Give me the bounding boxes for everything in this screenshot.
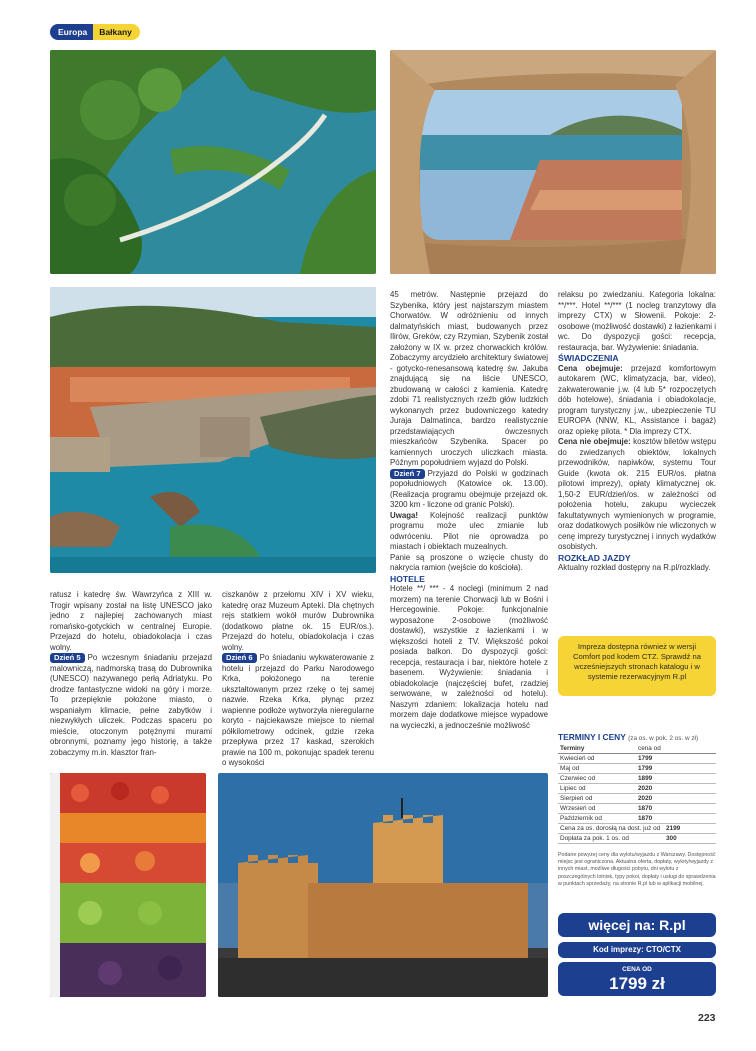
day7-badge: Dzień 7	[390, 469, 425, 479]
table-row	[558, 784, 716, 794]
term-cell: Wrzesień od	[560, 805, 596, 812]
extra-price-cell: 2199	[666, 825, 681, 832]
table-row	[558, 814, 716, 824]
col1-intro: ratusz i katedrę św. Wawrzyńca z XIII w. Trogir wpisany został na listę UNESCO jako jedno z najlepiej zachowanych miast romańsko-gotyckich w centralnej Europie. Przejazd do hotelu, obiadokolacja i czas wolny.	[50, 590, 212, 652]
table-row	[558, 804, 716, 814]
price-cell: 1799	[638, 765, 653, 772]
extra-label-cell: Dopłata za pok. 1 os. od	[560, 835, 629, 842]
uwaga-paragraph	[390, 511, 548, 553]
cena-nie-obejmuje-paragraph	[558, 437, 716, 553]
day5-text: Po wczesnym śniadaniu przejazd malowniczą, nadmorską trasą do Dubrownika (UNESCO) nazywanego perłą Adriatyku. Po drodze fantastyczne widoki na góry i morze. To przepięknie położone miasto, o wspaniałym klimacie, pełne zabytków i niezwykłych uliczek. Podczas spaceru po mieście, otoczonym potężnymi murami obronnymi, poznamy jego historię, a także zobaczymy m.in. klasztor fran-	[50, 653, 212, 757]
day7-text: Przyjazd do Polski w godzinach popołudniowych (Katowice ok. 13.00). (Realizacja programu obejmuje przejazd ok. 3200 km - liczone od granic Polski).	[390, 468, 548, 509]
price-from-badge	[558, 962, 716, 996]
col2-intro: ciszkanów z przełomu XIV i XV wieku, katedrę oraz Muzeum Apteki. Dla chętnych rejs statkiem wokół murów Dubrownika (dodatkowo płatne ok. 15 EUR/os.). Przejazd do hotelu, obiadokolacja i czas wolny.	[222, 590, 374, 652]
price-cell: 1899	[638, 775, 653, 782]
text-column-4	[558, 290, 716, 574]
trip-code-badge: Kod imprezy: CTO/CTX	[558, 942, 716, 958]
region-tags	[50, 24, 140, 40]
photo-fortress	[218, 773, 548, 997]
text-column-3	[390, 290, 548, 731]
term-cell: Sierpień od	[560, 795, 593, 802]
rozklad-text: Aktualny rozkład dostępny na R.pl/rozklady.	[558, 563, 711, 572]
price-from-value: 1799 zł	[609, 974, 665, 993]
photo-lakes	[50, 50, 376, 274]
rozklad-heading: ROZKŁAD JAZDY	[558, 552, 631, 563]
page-number: 223	[698, 1012, 716, 1024]
more-info-button[interactable]: więcej na: R.pl	[558, 913, 716, 937]
text-column-1	[50, 590, 212, 758]
text-column-2	[222, 590, 374, 769]
col4-paragraph-1: relaksu po zwiedzaniu. Kategoria lokalna: **/***. Hotel **/*** (1 nocleg tranzytowy dla imprezy CTX) w Słowenii. Pokoje: 2-osobowe (możliwość dostawki) z łazienkami i wc. Do dyspozycji gości: recepcja, restauracja, bar. Wyżywienie: śniadania.	[558, 290, 716, 352]
table-row-extra	[558, 834, 716, 844]
cena-nie-obejmuje-text: kosztów biletów wstępu do zwiedzanych obiektów, lokalnych przewodników, napiwków, systemu Tour Guide (kwota ok. 215 EUR/os. płatna pilotowi imprezy), opłaty klimatycznej ok. 1,50-2 EUR/dzień/os. w zależności od położenia hotelu, zakupu wycieczek fakultatywnych wymienionych w programie, oraz dodatkowych posiłków nie wliczonych w cenę imprezy turystycznej i innych wydatków osobistych.	[558, 437, 716, 551]
term-cell: Lipiec od	[560, 785, 586, 792]
price-table-header	[558, 744, 716, 754]
cena-obejmuje-label: Cena obejmuje:	[558, 363, 623, 373]
day5-paragraph	[50, 653, 212, 758]
price-cell: 1799	[638, 755, 653, 762]
price-fineprint: Podane powyżej ceny dla wylotu/wyjazdu z Warszawy. Dostępność miejsc jest ograniczona. Aktualna oferta, dopłaty, wyloty/wyjazdy z innych miast, możliwe długości pobytu, dni wylotu z poszczególnych lotnisk, typy pokoi, dopłaty i usługi do sprawdzenia w punktach sprzedaży, na stronie R.pl lub w aplikacji mobilnej.	[558, 852, 716, 887]
swiadczenia-heading: ŚWIADCZENIA	[558, 353, 619, 363]
scarf-note: Panie są proszone o wzięcie chusty do nakrycia ramion (wejście do kościoła).	[390, 552, 548, 572]
table-row-extra	[558, 824, 716, 834]
day6-paragraph	[222, 653, 374, 769]
term-cell: Maj od	[560, 765, 580, 772]
terms-subtitle: (za os. w pok. 2 os. w zł)	[628, 735, 699, 742]
photo-split-window	[390, 50, 716, 274]
cena-obejmuje-paragraph	[558, 364, 716, 438]
hotele-text: Hotele **/ *** - 4 noclegi (minimum 2 nad morzem) na terenie Chorwacji lub w Bośni i Hercegowinie. Pokoje: funkcjonalnie wyposażone 2-osobowe (możliwość dostawki), wszystkie z łazienkami i w większości hoteli z TV. Większość pokoi posiada balkon. Do dyspozycji gości: recepcja, restauracja i bar, niektóre hotele z basenem. Wyżywienie: śniadania i obiadokolacje (najczęściej bufet, rzadziej serwowane, w zależności od hotelu). Naszym zdaniem: lokalizacja hotelu nad morzem daje dodatkowe miejsce wypadowe na wycieczki, a jednocześnie możliwość	[390, 584, 548, 730]
col-header-price: cena od	[638, 745, 661, 752]
price-cell: 1870	[638, 815, 653, 822]
photo-dubrovnik	[50, 287, 376, 573]
cena-nie-obejmuje-label: Cena nie obejmuje:	[558, 437, 631, 446]
uwaga-label: Uwaga!	[390, 510, 419, 520]
day7-paragraph	[390, 469, 548, 511]
terms-title-text: TERMINY I CENY	[558, 732, 626, 742]
photo-fruit-market	[50, 773, 206, 997]
extra-label-cell: Cena za os. dorosłą na dost. już od	[560, 825, 661, 832]
table-row	[558, 754, 716, 764]
table-row	[558, 774, 716, 784]
continent-tag: Europa	[50, 24, 93, 40]
cena-obejmuje-text: przejazd komfortowym autokarem (WC, klimatyzacja, bar, video), zakwaterowanie j.w. (4 lub 5* rozpoczętych dób hotelowe), śniadania i obiadokolacje, program turystyczny j.w., ubezpieczenie TU EUROPA (NNW, KL, Assistance i bagaż) oraz opiekę pilota. * Dla imprezy CTX.	[558, 363, 716, 436]
term-cell: Kwiecień od	[560, 755, 595, 762]
price-cell: 2020	[638, 785, 653, 792]
comfort-promo-box: Impreza dostępna również w wersji Comfort pod kodem CTZ. Sprawdź na wcześniejszych stronach katalogu i w systemie rezerwacyjnym R.pl	[558, 636, 716, 696]
hotele-heading: HOTELE	[390, 573, 425, 584]
term-cell: Październik od	[560, 815, 602, 822]
terms-title	[558, 732, 698, 742]
day5-badge: Dzień 5	[50, 653, 85, 663]
col3-paragraph-1: 45 metrów. Następnie przejazd do Szybenika, który jest najstarszym miastem Chorwatów. W odróżnieniu od innych dalmatyńskich miast, budowanych przez Ilirów, Greków, czy Rzymian, Szybenik został założony w IX w. przez chorwackich królów. Zobaczymy arcydzieło architektury światowej - gotycko-renesansową katedrę św. Jakuba znajdującą się na liście UNESCO, zbudowaną w całości z kamienia. Katedrę zdobi 71 realistycznych rzeźb głów ludzkich wykonanych przez budowniczego katedry Juraja Dalmatinca, bardzo realistycznie przedstawiających ówczesnych mieszkańców Szybenika. Spacer po kamiennych uroczych uliczkach miasta. Późnym popołudniem wyjazd do Polski.	[390, 290, 548, 467]
table-row	[558, 794, 716, 804]
term-cell: Czerwiec od	[560, 775, 596, 782]
price-table	[558, 744, 716, 844]
region-tag: Bałkany	[93, 24, 140, 40]
extra-price-cell: 300	[666, 835, 677, 842]
price-cell: 1870	[638, 805, 653, 812]
day6-badge: Dzień 6	[222, 653, 257, 663]
price-cell: 2020	[638, 795, 653, 802]
col-header-terms: Terminy	[560, 745, 585, 752]
day6-text: Po śniadaniu wykwaterowanie z hotelu i przejazd do Parku Narodowego Krka, położonego na terenie ukształtowanym przez rzekę o tej samej nazwie. Rzeka Krka, płynąc przez wapienne podłoże wytworzyła nieregularne koryto - najciekawsze miejsce to niemal półkilometrowy odcinek, gdzie rzeka przepływa przez 17 kaskad, szerokich prawie na 100 m, pokonując spadek terenu o wysokości	[222, 653, 374, 767]
table-row	[558, 764, 716, 774]
uwaga-text: Kolejność realizacji punktów programu może ulec zmianie lub odwróceniu. Pilot nie oprowadza po miastach i obiektach muzealnych.	[390, 510, 548, 551]
price-from-label: CENA OD	[622, 966, 652, 973]
